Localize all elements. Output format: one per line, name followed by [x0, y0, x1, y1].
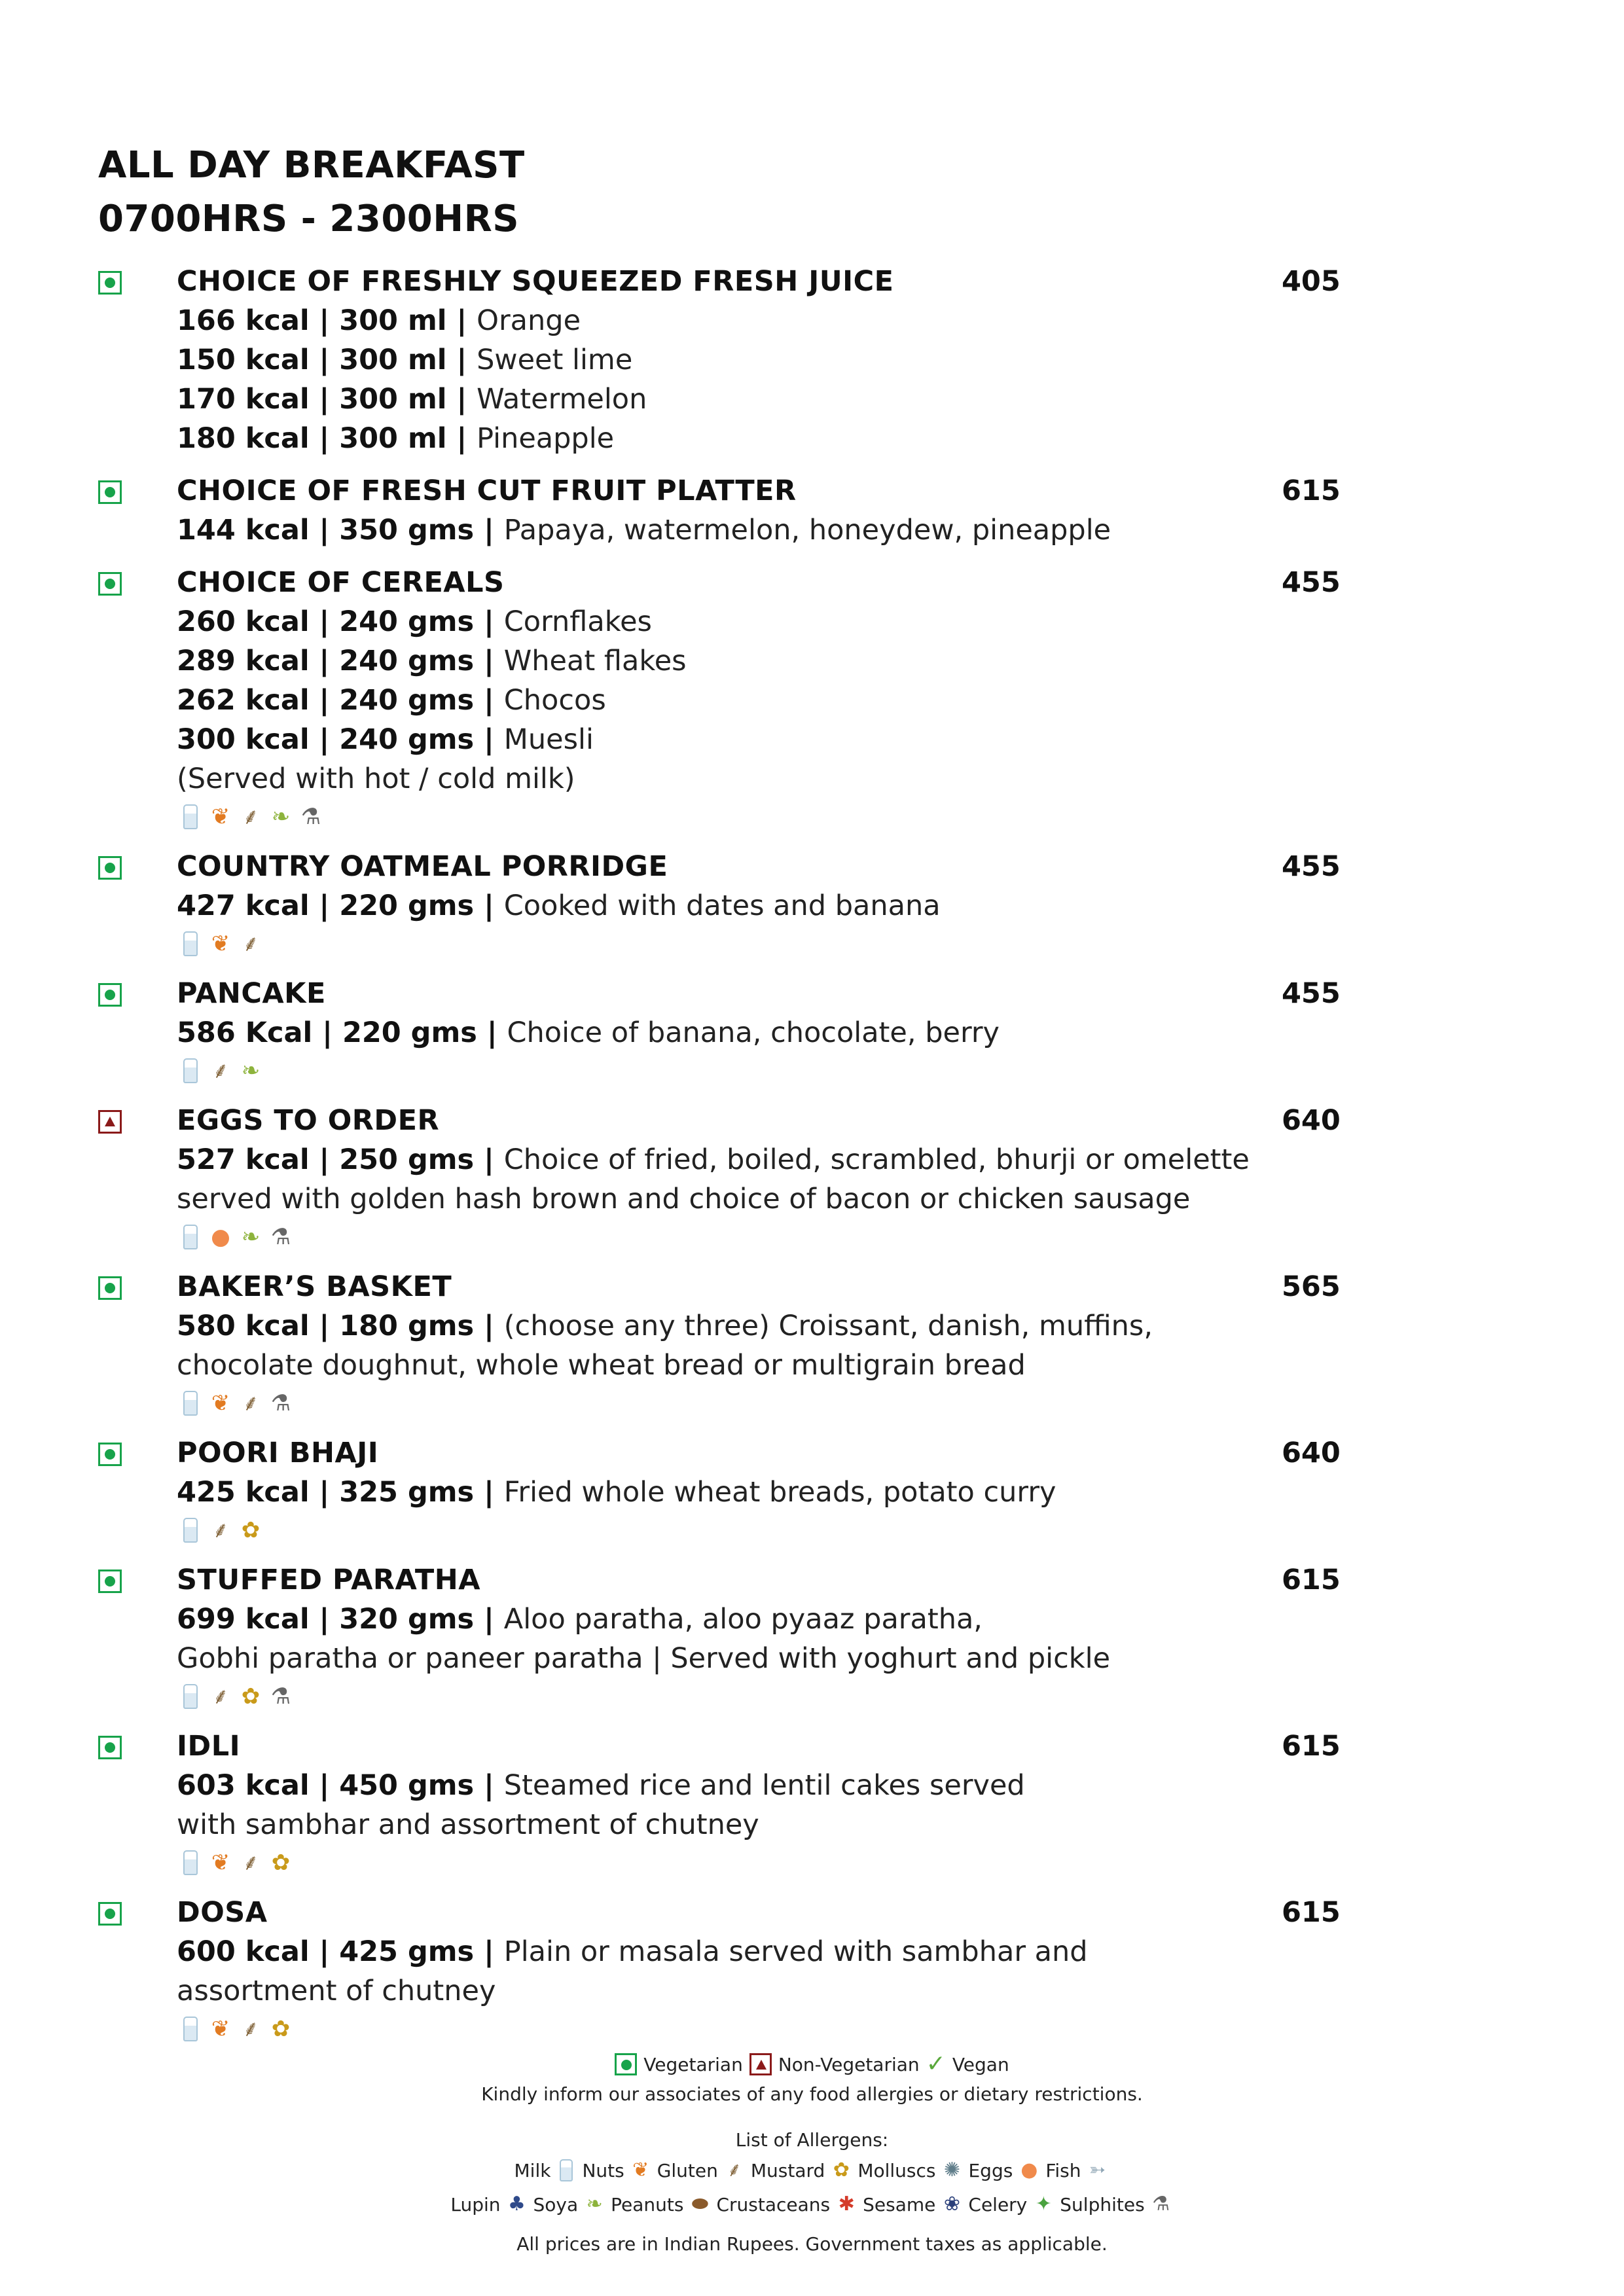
nutrition-info: 144 kcal | 350 gms |: [177, 514, 504, 547]
allergen-label: Eggs: [968, 2159, 1013, 2181]
nutrition-info: 289 kcal | 240 gms |: [177, 645, 504, 677]
nutrition-info: 600 kcal | 425 gms |: [177, 1935, 504, 1968]
milk-icon: [183, 2017, 198, 2041]
nutrition-info: 580 kcal | 180 gms |: [177, 1310, 504, 1342]
soya-icon: ❧: [586, 2193, 603, 2215]
item-price: 455: [1282, 566, 1341, 599]
allergen-label: Nuts: [582, 2159, 624, 2181]
option-description: Orange: [477, 304, 581, 337]
menu-item: [98, 563, 1342, 834]
legend-non-vegetarian: Non-Vegetarian: [778, 2053, 920, 2075]
item-price: 615: [1282, 475, 1341, 507]
celery-icon: ✦: [1035, 2193, 1052, 2215]
allergen-row-1: [0, 2153, 1624, 2187]
molluscs-icon: ✺: [943, 2159, 961, 2181]
mustard-icon: ✿: [241, 1683, 261, 1710]
sulphites-icon: ⚗: [300, 804, 321, 830]
vegetarian-icon: [98, 1276, 122, 1300]
item-price: 640: [1282, 1104, 1341, 1137]
sesame-icon: ❀: [943, 2193, 960, 2215]
menu-item: [98, 1267, 1342, 1420]
allergen-icons: [177, 1513, 1342, 1547]
item-option: [177, 641, 1342, 681]
sulphites-icon: ⚗: [270, 1683, 291, 1710]
allergen-icons: [177, 800, 1342, 834]
item-price: 615: [1282, 1564, 1341, 1596]
milk-icon: [183, 931, 198, 956]
option-description: Watermelon: [477, 383, 647, 416]
milk-icon: [183, 804, 198, 829]
item-name: DOSA: [177, 1896, 268, 1929]
milk-icon: [183, 1518, 198, 1543]
nutrition-info: 300 kcal | 240 gms |: [177, 723, 504, 756]
gluten-icon: ⸙: [212, 1683, 229, 1710]
item-description: Gobhi paratha or paneer paratha | Served with yoghurt and pickle: [177, 1642, 1111, 1675]
item-price: 640: [1282, 1437, 1341, 1469]
gluten-icon: ⸙: [242, 1390, 259, 1416]
item-name: IDLI: [177, 1730, 241, 1763]
option-description: Fried whole wheat breads, potato curry: [503, 1476, 1056, 1509]
item-option: [177, 886, 1342, 925]
mustard-icon: ✿: [241, 1517, 261, 1543]
item-description: (Served with hot / cold milk): [177, 762, 575, 795]
allergy-note: Kindly inform our associates of any food allergies or dietary restrictions.: [481, 2083, 1143, 2105]
nutrition-info: 699 kcal | 320 gms |: [177, 1603, 504, 1636]
gluten-icon: ⸙: [242, 804, 259, 830]
item-name: STUFFED PARATHA: [177, 1564, 480, 1596]
item-price: 615: [1282, 1896, 1341, 1929]
item-name: EGGS TO ORDER: [177, 1104, 440, 1137]
item-option: [177, 1600, 1342, 1639]
item-name: CHOICE OF FRESH CUT FRUIT PLATTER: [177, 475, 797, 507]
allergen-icons: [177, 1679, 1342, 1713]
menu-item: [98, 974, 1342, 1088]
menu-item: [98, 1433, 1342, 1547]
item-name: COUNTRY OATMEAL PORRIDGE: [177, 850, 668, 883]
option-description: Muesli: [503, 723, 594, 756]
item-option: [177, 380, 1342, 419]
eggs-icon: ●: [211, 1224, 230, 1250]
allergen-icons: [177, 1386, 1342, 1420]
milk-icon: [183, 1058, 198, 1083]
gluten-icon: ⸙: [212, 1058, 229, 1084]
crustaceans-icon: ✱: [838, 2193, 855, 2215]
nutrition-info: 527 kcal | 250 gms |: [177, 1143, 504, 1176]
non-vegetarian-icon: [749, 2053, 772, 2075]
vegetarian-icon: [98, 1570, 122, 1593]
nutrition-info: 586 Kcal | 220 gms |: [177, 1016, 507, 1049]
item-option: [177, 1473, 1342, 1512]
allergen-icons: [177, 927, 1342, 961]
allergen-label: Mustard: [750, 2159, 825, 2181]
lupin-icon: ♣: [508, 2193, 526, 2215]
sulphites-icon: ⚗: [270, 1390, 291, 1416]
mustard-icon: ✿: [271, 1850, 291, 1876]
vegetarian-icon: [98, 572, 122, 596]
menu-item: [98, 1101, 1342, 1254]
allergen-list-title: List of Allergens:: [735, 2129, 889, 2151]
soya-icon: ❧: [241, 1058, 261, 1084]
menu-item: [98, 847, 1342, 961]
nuts-icon: ❦: [211, 2016, 230, 2042]
eggs-icon: ●: [1020, 2159, 1038, 2181]
item-name: POORI BHAJI: [177, 1437, 379, 1469]
item-description: with sambhar and assortment of chutney: [177, 1808, 759, 1841]
menu-items: [98, 262, 1342, 2059]
option-description: Cornflakes: [503, 605, 652, 638]
menu-item: [98, 1893, 1342, 2046]
milk-icon: [183, 1391, 198, 1416]
milk-icon: [183, 1850, 198, 1875]
item-option: [177, 511, 1342, 550]
allergen-icons: [177, 1846, 1342, 1880]
option-description: Steamed rice and lentil cakes served: [503, 1769, 1025, 1802]
nuts-icon: ❦: [211, 931, 230, 957]
soya-icon: ❧: [271, 804, 291, 830]
vegetarian-icon: [98, 1902, 122, 1926]
milk-icon: [183, 1225, 198, 1249]
item-description: assortment of chutney: [177, 1975, 496, 2007]
gluten-icon: ⸙: [242, 931, 259, 957]
item-option: [177, 1766, 1342, 1805]
service-hours: 0700HRS - 2300HRS: [98, 198, 520, 240]
menu-item: [98, 262, 1342, 458]
vegetarian-icon: [98, 856, 122, 880]
item-option: [177, 301, 1342, 340]
item-name: CHOICE OF CEREALS: [177, 566, 505, 599]
mustard-icon: ✿: [833, 2159, 850, 2181]
menu-item: [98, 1727, 1342, 1880]
option-description: Cooked with dates and banana: [503, 889, 941, 922]
milk-icon: [560, 2159, 573, 2181]
item-price: 405: [1282, 265, 1341, 298]
item-price: 615: [1282, 1730, 1341, 1763]
nuts-icon: ❦: [211, 1850, 230, 1876]
nutrition-info: 427 kcal | 220 gms |: [177, 889, 504, 922]
item-name: BAKER’S BASKET: [177, 1270, 452, 1303]
gluten-icon: ⸙: [727, 2159, 742, 2181]
fish-icon: ➳: [1089, 2159, 1106, 2181]
peanuts-icon: ⬬: [691, 2193, 709, 2215]
legend-vegetarian: Vegetarian: [643, 2053, 743, 2075]
allergen-icons: [177, 1054, 1342, 1088]
mustard-icon: ✿: [271, 2016, 291, 2042]
allergen-label: Sesame: [863, 2193, 936, 2215]
nutrition-info: 603 kcal | 450 gms |: [177, 1769, 504, 1802]
menu-item: [98, 1560, 1342, 1713]
option-description: Wheat flakes: [503, 645, 687, 677]
vegetarian-icon: [98, 480, 122, 504]
sulphites-icon: ⚗: [270, 1224, 291, 1250]
nutrition-info: 260 kcal | 240 gms |: [177, 605, 504, 638]
nutrition-info: 170 kcal | 300 ml |: [177, 383, 477, 416]
option-description: Aloo paratha, aloo pyaaz paratha,: [503, 1603, 983, 1636]
diet-legend: [0, 2050, 1624, 2108]
vegetarian-icon: [98, 983, 122, 1007]
non-vegetarian-icon: [98, 1110, 122, 1134]
item-option: [177, 1013, 1342, 1052]
item-option: [177, 419, 1342, 458]
vegetarian-icon: [615, 2053, 637, 2075]
vegetarian-icon: [98, 1443, 122, 1466]
allergen-label: Soya: [533, 2193, 579, 2215]
allergen-label: Fish: [1045, 2159, 1081, 2181]
legend-vegan: Vegan: [952, 2053, 1009, 2075]
nutrition-info: 166 kcal | 300 ml |: [177, 304, 477, 337]
allergen-label: Molluscs: [857, 2159, 936, 2181]
vegetarian-icon: [98, 1736, 122, 1759]
option-description: Papaya, watermelon, honeydew, pineapple: [503, 514, 1111, 547]
allergen-row-2: [0, 2187, 1624, 2221]
menu-header: [98, 139, 525, 246]
item-option: [177, 1140, 1342, 1179]
allergen-label: Milk: [514, 2159, 551, 2181]
item-option: [177, 1306, 1342, 1346]
option-description: Chocos: [503, 684, 606, 717]
nuts-icon: ❦: [211, 804, 230, 830]
item-price: 455: [1282, 977, 1341, 1010]
item-price: 455: [1282, 850, 1341, 883]
option-description: (choose any three) Croissant, danish, muffins,: [503, 1310, 1153, 1342]
option-description: Choice of banana, chocolate, berry: [507, 1016, 1000, 1049]
option-description: Pineapple: [477, 422, 615, 455]
item-name: PANCAKE: [177, 977, 326, 1010]
nutrition-info: 180 kcal | 300 ml |: [177, 422, 477, 455]
gluten-icon: ⸙: [242, 2016, 259, 2042]
item-description: served with golden hash brown and choice of bacon or chicken sausage: [177, 1183, 1191, 1215]
item-option: [177, 681, 1342, 720]
vegetarian-icon: [98, 271, 122, 295]
item-name: CHOICE OF FRESHLY SQUEEZED FRESH JUICE: [177, 265, 894, 298]
nuts-icon: ❦: [632, 2159, 649, 2181]
item-option: [177, 720, 1342, 759]
allergen-label: Gluten: [657, 2159, 718, 2181]
item-option: [177, 602, 1342, 641]
nutrition-info: 425 kcal | 325 gms |: [177, 1476, 504, 1509]
menu-title: ALL DAY BREAKFAST: [98, 144, 525, 187]
price-note: All prices are in Indian Rupees. Government taxes as applicable.: [516, 2233, 1108, 2255]
nutrition-info: 262 kcal | 240 gms |: [177, 684, 504, 717]
item-option: [177, 340, 1342, 380]
allergen-label: Peanuts: [611, 2193, 684, 2215]
option-description: Plain or masala served with sambhar and: [503, 1935, 1088, 1968]
milk-icon: [183, 1684, 198, 1709]
nutrition-info: 150 kcal | 300 ml |: [177, 344, 477, 376]
allergen-icons: [177, 1220, 1342, 1254]
item-option: [177, 1932, 1342, 1971]
allergen-label: Crustaceans: [716, 2193, 831, 2215]
allergen-label: Lupin: [450, 2193, 501, 2215]
gluten-icon: ⸙: [242, 1850, 259, 1876]
menu-item: [98, 471, 1342, 550]
vegan-icon: ✓: [926, 2051, 946, 2077]
allergen-label: Sulphites: [1060, 2193, 1145, 2215]
option-description: Sweet lime: [477, 344, 633, 376]
gluten-icon: ⸙: [212, 1517, 229, 1543]
allergen-icons: [177, 2012, 1342, 2046]
sulphites-icon: ⚗: [1152, 2193, 1170, 2215]
item-description: chocolate doughnut, whole wheat bread or multigrain bread: [177, 1349, 1026, 1382]
item-price: 565: [1282, 1270, 1341, 1303]
option-description: Choice of fried, boiled, scrambled, bhurji or omelette: [503, 1143, 1250, 1176]
nuts-icon: ❦: [211, 1390, 230, 1416]
soya-icon: ❧: [241, 1224, 261, 1250]
allergen-legend: [0, 2127, 1624, 2221]
allergen-label: Celery: [968, 2193, 1028, 2215]
